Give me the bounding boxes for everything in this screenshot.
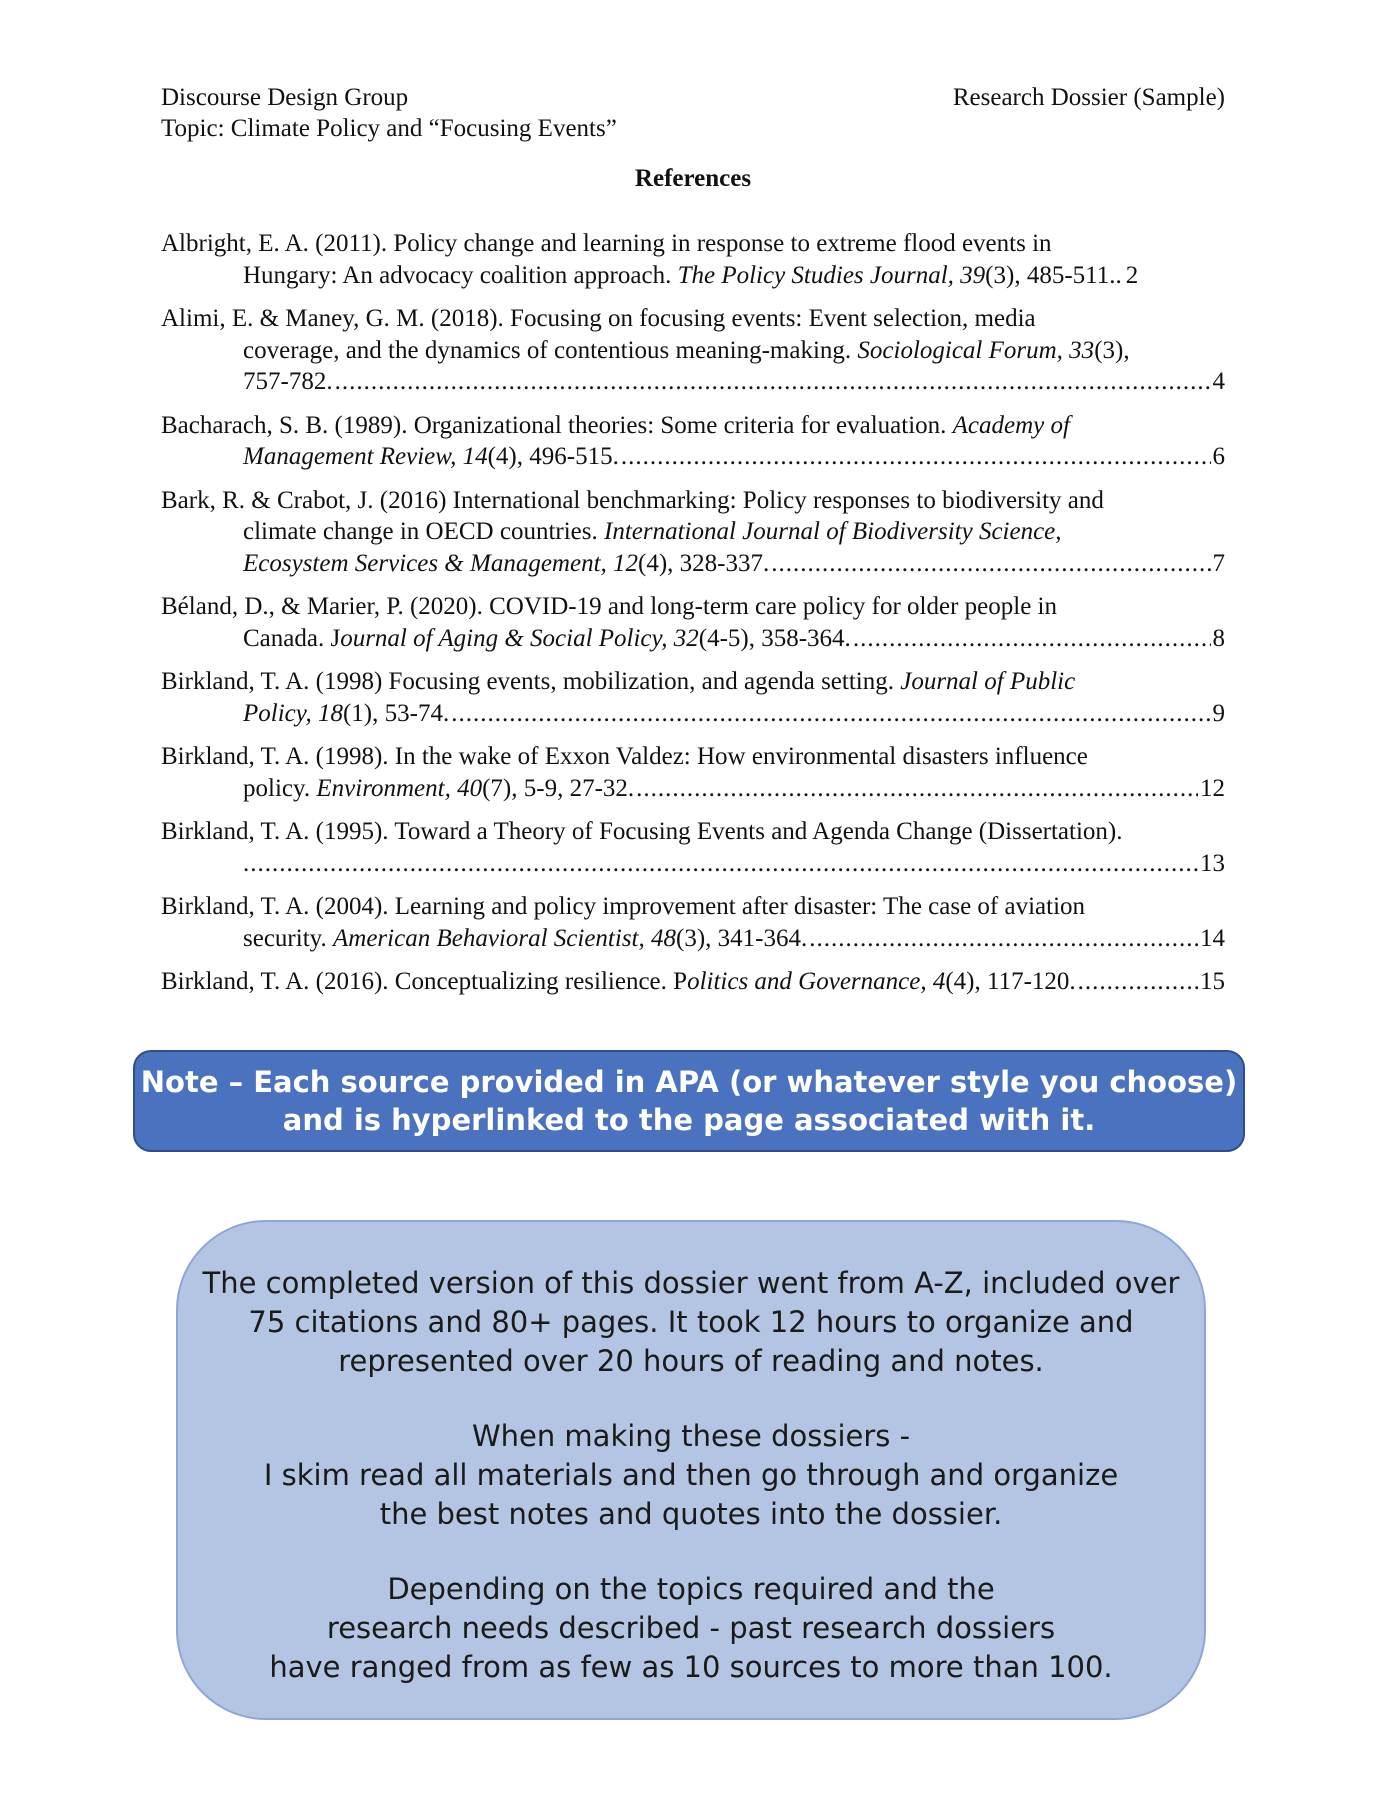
dot-leader — [451, 698, 1210, 730]
ref-line: Bacharach, S. B. (1989). Organizational theories: Some criteria for evaluation. Academy of — [161, 411, 1070, 439]
page-number[interactable]: 9 — [1212, 699, 1225, 727]
note-line: Note – Each source provided in APA (or whatever style you choose) — [140, 1065, 1238, 1099]
page-number[interactable]: 7 — [1212, 549, 1225, 577]
reference-birkland-1995[interactable] — [161, 816, 1225, 879]
ref-line: Alimi, E. & Maney, G. M. (2018). Focusing on focusing events: Event selection, media — [161, 305, 1036, 332]
reference-birkland-1998a[interactable] — [161, 666, 1225, 729]
ref-line: Policy, 18(1), 53-74. ..... 9 — [161, 698, 1225, 730]
reference-alimi-2018[interactable] — [161, 303, 1225, 398]
reference-birkland-2016[interactable] — [161, 966, 1225, 998]
ref-line: Birkland, T. A. (1998). In the wake of Exxon Valdez: How environmental disasters influence — [161, 743, 1088, 770]
info-line: have ranged from as few as 10 sources to more than 100. — [269, 1650, 1113, 1684]
info-callout — [176, 1220, 1206, 1720]
reference-beland-2020[interactable] — [161, 591, 1225, 654]
ref-line: Birkland, T. A. (1995). Toward a Theory of Focusing Events and Agenda Change (Dissertation). — [161, 818, 1123, 845]
ref-line: Ecosystem Services & Management, 12(4), 328-337. ..... 7 — [161, 548, 1225, 580]
page-number[interactable]: 12 — [1200, 774, 1225, 802]
dot-leader — [621, 441, 1211, 473]
ref-line: coverage, and the dynamics of contentious meaning-making. Sociological Forum, 33(3), — [243, 336, 1130, 364]
page-number[interactable]: 4 — [1212, 368, 1225, 395]
info-line: The completed version of this dossier went from A-Z, included over — [202, 1266, 1180, 1300]
page-number[interactable]: 14 — [1200, 924, 1225, 952]
ref-line: Bark, R. & Crabot, J. (2016) International benchmarking: Policy responses to biodiversity and — [161, 486, 1104, 514]
ref-line: climate change in OECD countries. International Journal of Biodiversity Science, — [243, 518, 1062, 545]
dot-leader — [243, 848, 1198, 880]
dot-leader — [771, 548, 1210, 580]
ref-line: 757-782. ..... 4 — [161, 366, 1225, 398]
ref-line: Béland, D., & Marier, P. (2020). COVID-19 and long-term care policy for older people in — [161, 593, 1057, 620]
ref-line: Canada. Journal of Aging & Social Policy, 32(4-5), 358-364. ..... 8 — [161, 623, 1225, 655]
page-header — [161, 82, 1225, 144]
ref-line: policy. Environment, 40(7), 5-9, 27-32. ..... 12 — [161, 773, 1225, 805]
dot-leader — [636, 773, 1198, 805]
ref-line: security. American Behavioral Scientist, 48(3), 341-364. ..... 14 — [161, 923, 1225, 955]
page-number[interactable]: 6 — [1212, 443, 1225, 470]
reference-birkland-1998b[interactable] — [161, 741, 1225, 804]
info-line: 75 citations and 80+ pages. It took 12 hours to organize and — [248, 1305, 1134, 1339]
info-line: research needs described - past research dossiers — [326, 1611, 1056, 1645]
ref-line: Management Review, 14(4), 496-515. ..... 6 — [161, 441, 1225, 473]
reference-bacharach-1989[interactable] — [161, 410, 1225, 473]
note-line: and is hyperlinked to the page associated with it. — [282, 1103, 1096, 1137]
dot-leader — [1078, 966, 1198, 998]
ref-line: Birkland, T. A. (1998) Focusing events, mobilization, and agenda setting. Journal of Public — [161, 668, 1076, 695]
info-line: Depending on the topics required and the — [387, 1572, 995, 1606]
references-title: References — [634, 165, 752, 192]
page-number[interactable]: 2 — [1125, 261, 1139, 289]
ref-line: Birkland, T. A. (2004). Learning and policy improvement after disaster: The case of aviation — [161, 893, 1086, 920]
page-number[interactable]: 13 — [1200, 849, 1225, 877]
reference-birkland-2004[interactable] — [161, 891, 1225, 954]
ref-line: Albright, E. A. (2011). Policy change and learning in response to extreme flood events in — [161, 230, 1052, 257]
doc-type: Research Dossier (Sample) — [952, 84, 1225, 111]
reference-albright-2011[interactable] — [161, 228, 1225, 291]
page-number[interactable]: 8 — [1212, 624, 1225, 652]
dot-leader — [809, 923, 1198, 955]
topic-line: Topic: Climate Policy and “Focusing Events” — [161, 115, 617, 142]
ref-line: Birkland, T. A. (2016). Conceptualizing resilience. Politics and Governance, 4(4), 117-120. ..... 15 — [161, 966, 1225, 998]
note-callout — [133, 1050, 1245, 1152]
info-line: I skim read all materials and then go through and organize — [263, 1458, 1119, 1492]
info-line: represented over 20 hours of reading and notes. — [338, 1344, 1044, 1378]
page-number[interactable]: 15 — [1200, 968, 1225, 995]
dot-leader — [853, 623, 1211, 655]
reference-bark-2016[interactable] — [161, 485, 1225, 580]
info-line: the best notes and quotes into the dossier. — [379, 1497, 1003, 1531]
org-name: Discourse Design Group — [161, 84, 409, 111]
ref-line — [161, 848, 1225, 880]
ref-line: Hungary: An advocacy coalition approach. The Policy Studies Journal, 39(3), 485-511.. 2 — [161, 260, 1225, 292]
info-line: When making these dossiers - — [471, 1419, 911, 1453]
reference-list — [161, 228, 1225, 1010]
dot-leader — [335, 366, 1211, 398]
